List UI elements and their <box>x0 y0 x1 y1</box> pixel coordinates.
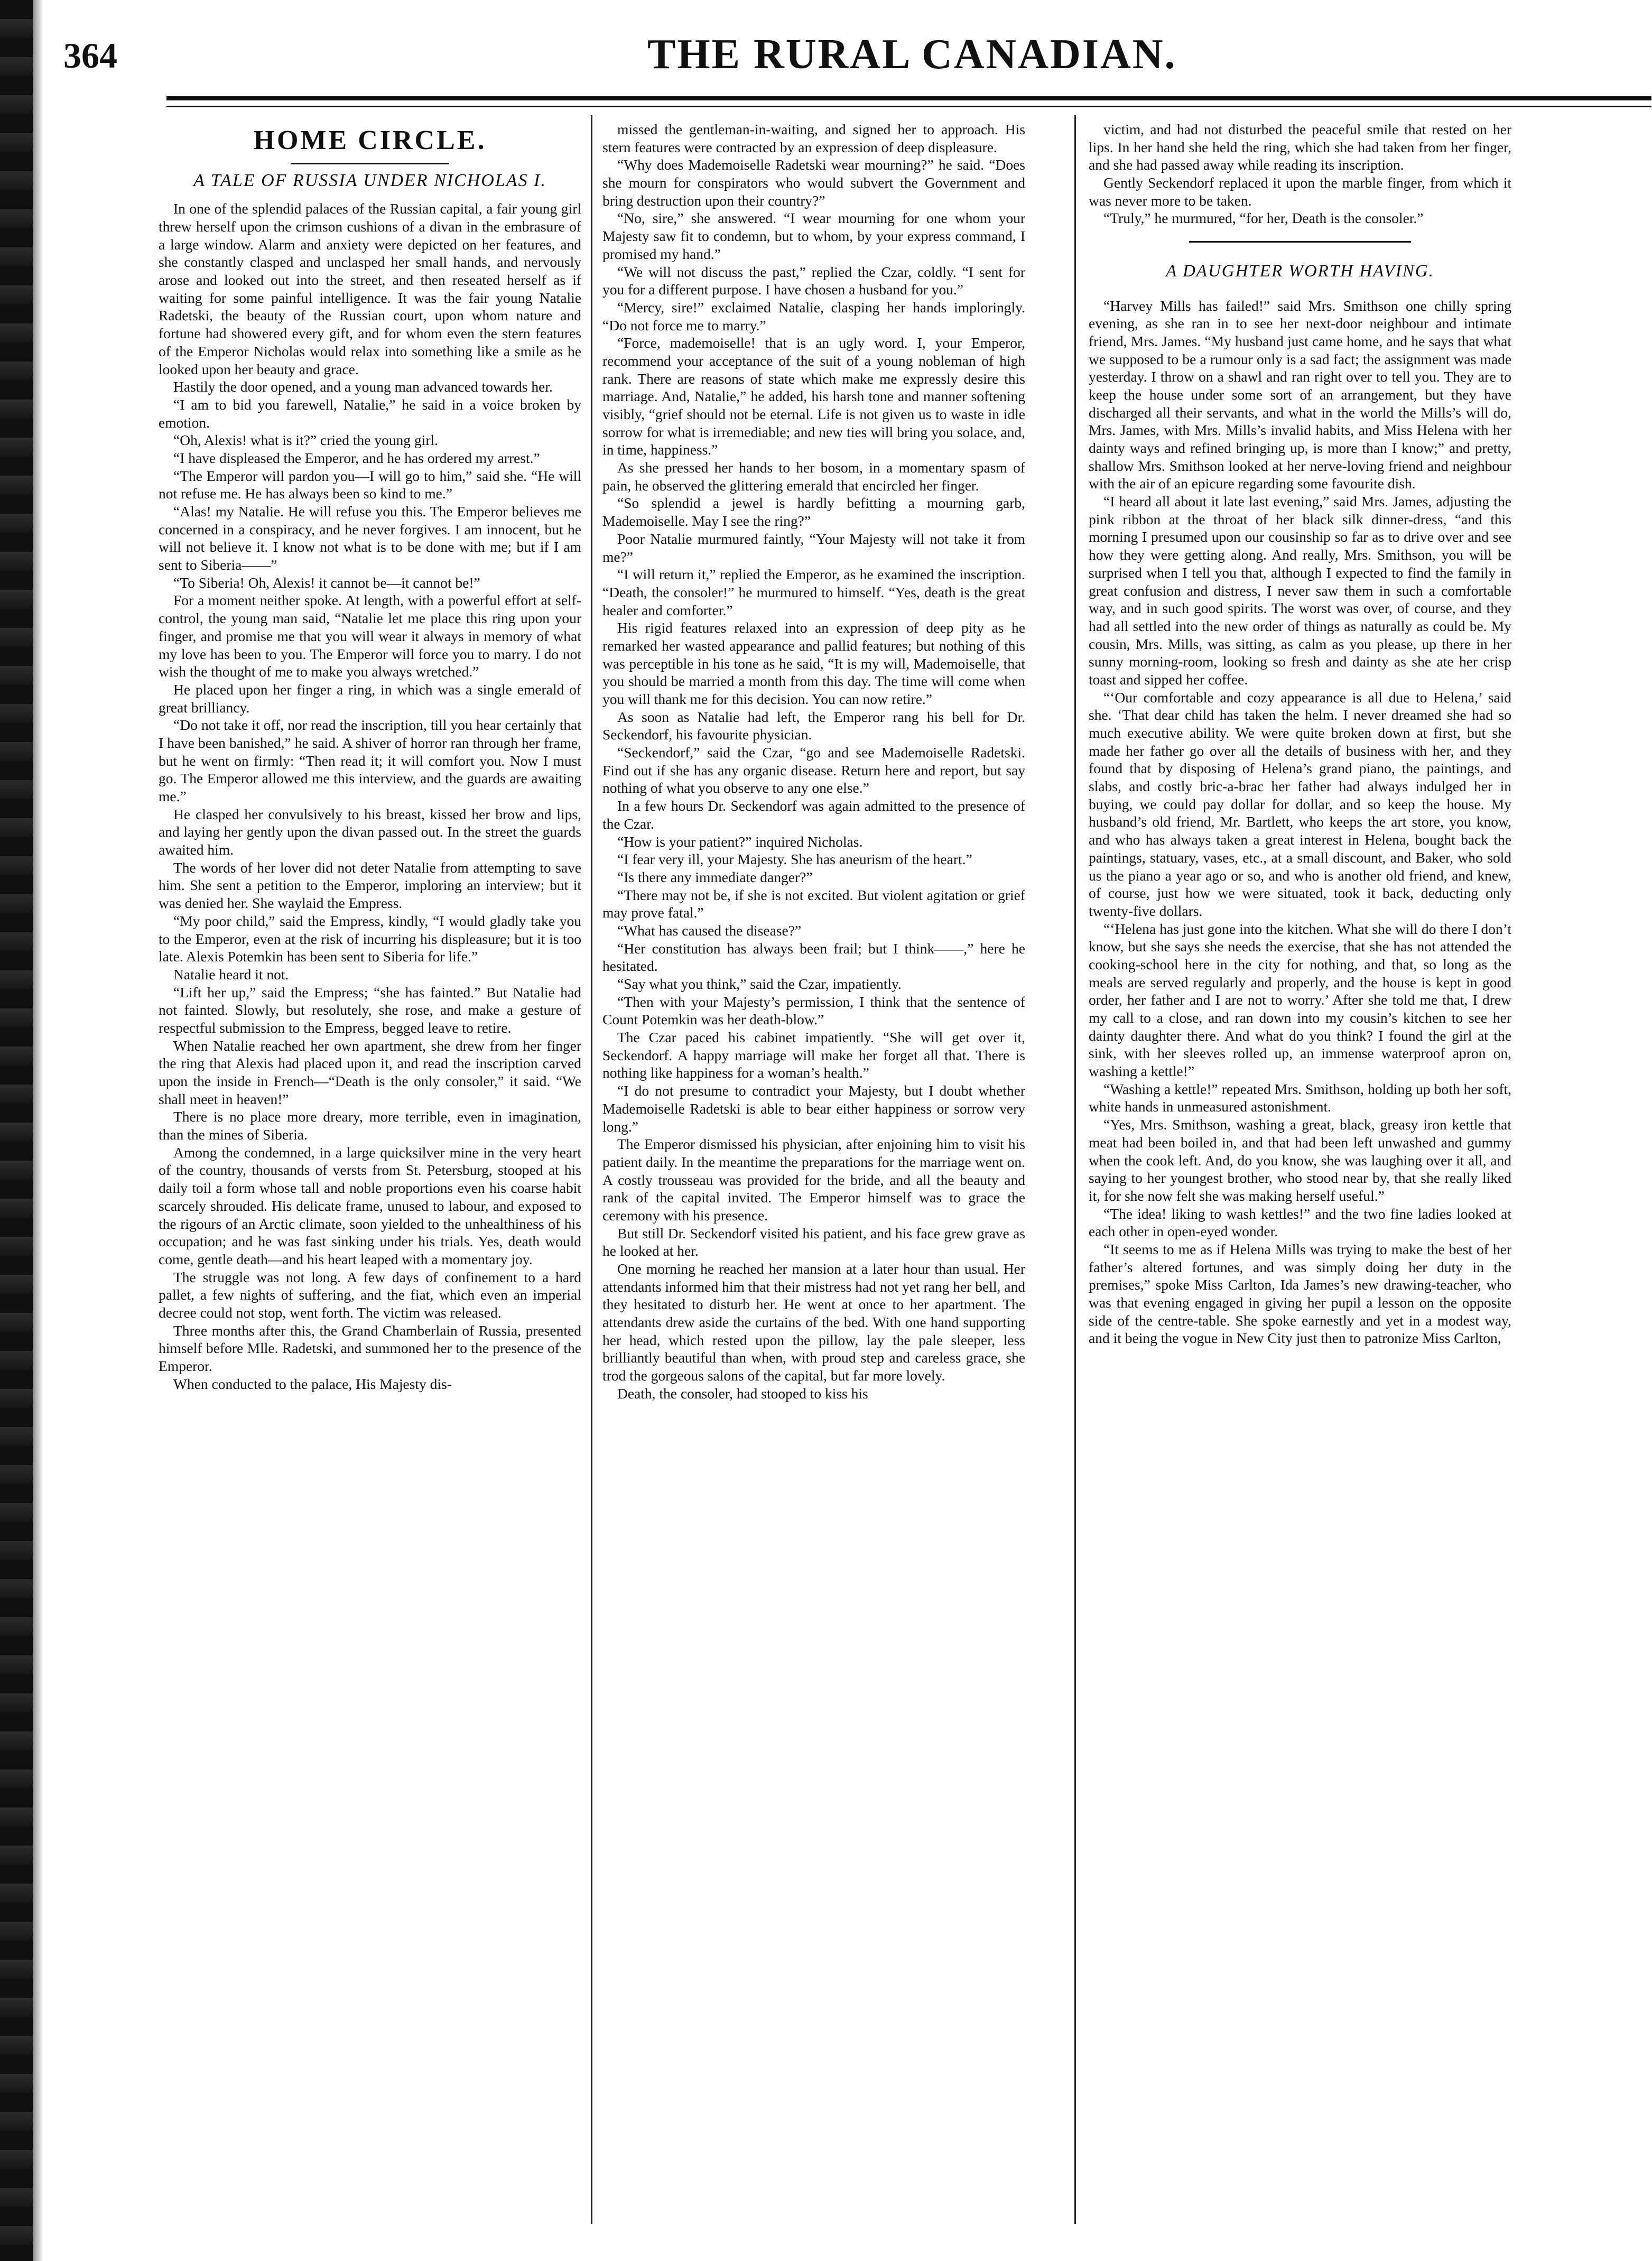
paragraph: His rigid features relaxed into an expression of deep pity as he remarked her wasted appearance and pallid features; but nothing of this was perceptible in his tone as he said, “It is my will, Mademoiselle, that you should be married a month from this day. The time will come when you will thank me for this decision. You can now retire.” <box>602 619 1025 707</box>
story-body <box>602 121 1025 1403</box>
paragraph: victim, and had not disturbed the peaceful smile that rested on her lips. In her hand she held the ring, which she had taken from her finger, and she had passed away while reading its inscription. <box>1089 121 1511 173</box>
paragraph: “We will not discuss the past,” replied the Czar, coldly. “I sent for you for a different purpose. I have chosen a husband for you.” <box>602 263 1025 298</box>
paragraph: Death, the consoler, had stooped to kiss his <box>617 1385 868 1402</box>
paragraph: “Washing a kettle!” repeated Mrs. Smithson, holding up both her soft, white hands in unmeasured astonishment. <box>1089 1080 1511 1115</box>
paragraph: “The idea! liking to wash kettles!” and the two fine ladies looked at each other in open-eyed wonder. <box>1089 1205 1511 1240</box>
column-3 <box>1089 121 1511 2227</box>
heading-rule <box>291 163 449 164</box>
paragraph: Poor Natalie murmured faintly, “Your Majesty will not take it from me?” <box>602 530 1025 565</box>
page-number: 364 <box>63 35 117 76</box>
paragraph: For a moment neither spoke. At length, with a powerful effort at self-control, the young man said, “Natalie let me place this ring upon your finger, and promise me that you will wear it always in memory of what my love has been to you. The Emperor will force you to marry. I do not wish the thought of me to make you always wretched.” <box>159 592 581 680</box>
paragraph: Natalie heard it not. <box>173 966 289 983</box>
paragraph: “It seems to me as if Helena Mills was trying to make the best of her father’s altered fortunes, and was simply doing her duty in the premises,” spoke Miss Carlton, Ida James’s new drawing-teacher, who was that evening engaged in giving her pupil a lesson on the opposite side of the centre-table. She spoke earnestly and yet in a modest way, and it being the vogue in New City just then to patronize Miss Carlton, <box>1089 1240 1511 1347</box>
paragraph: “Mercy, sire!” exclaimed Natalie, clasping her hands imploringly. “Do not force me to marry.” <box>602 299 1025 333</box>
paragraph: “Alas! my Natalie. He will refuse you this. The Emperor believes me concerned in a conspiracy, and he never forgives. I am innocent, but he will not believe it. I know not what is to be done with me; but if I am sent to Siberia——” <box>159 503 581 573</box>
header-rule-thick <box>166 96 1651 100</box>
paragraph: When conducted to the palace, His Majesty dis- <box>173 1375 452 1392</box>
paragraph: “Say what you think,” said the Czar, impatiently. <box>617 976 902 992</box>
paragraph: “Truly,” he murmured, “for her, Death is the consoler.” <box>1103 210 1424 227</box>
column-1 <box>159 121 581 2227</box>
paragraph: There is no place more dreary, more terrible, even in imagination, than the mines of Siberia. <box>159 1108 581 1143</box>
paragraph: But still Dr. Seckendorf visited his patient, and his face grew grave as he looked at her. <box>602 1225 1025 1259</box>
paragraph: “There may not be, if she is not excited. But violent agitation or grief may prove fatal.” <box>602 886 1025 921</box>
paragraph: The words of her lover did not deter Natalie from attempting to save him. She sent a petition to the Emperor, imploring an interview; but it was denied her. She waylaid the Empress. <box>159 859 581 912</box>
paragraph: One morning he reached her mansion at a later hour than usual. Her attendants informed him that their mistress had not yet rang her bell, and they hesitated to disturb her. He went at once to her apartment. The attendants drew aside the curtains of the bed. With one hand supporting her head, which rested upon the pillow, lay the pale sleeper, less brilliantly beautiful than when, with proud step and careless grace, she trod the gorgeous salons of the capital, but far more lovely. <box>602 1261 1025 1384</box>
story-separator-rule <box>1189 241 1411 243</box>
paragraph: “Why does Mademoiselle Radetski wear mourning?” he said. “Does she mourn for conspirators who would subvert the Government and bring destruction upon their country?” <box>602 156 1025 209</box>
paragraph: Hastily the door opened, and a young man advanced towards her. <box>173 378 553 395</box>
paragraph: “How is your patient?” inquired Nicholas. <box>617 833 863 850</box>
paragraph: missed the gentleman-in-waiting, and signed her to approach. His stern features were contracted by an expression of deep displeasure. <box>602 121 1025 155</box>
paragraph: When Natalie reached her own apartment, she drew from her finger the ring that Alexis had placed upon it, and read the inscription carved upon the inside in French—“Death is the only consoler,” it said. “We shall meet in heaven!” <box>159 1037 581 1107</box>
paragraph: He clasped her convulsively to his breast, kissed her brow and lips, and laying her gently upon the divan passed out. In the street the guards awaited him. <box>159 805 581 858</box>
paragraph: “What has caused the disease?” <box>617 922 802 939</box>
paragraph: “I fear very ill, your Majesty. She has aneurism of the heart.” <box>617 851 972 868</box>
paragraph: “I do not presume to contradict your Majesty, but I doubt whether Mademoiselle Radetski is able to bear either happiness or sorrow very long.” <box>602 1082 1025 1135</box>
paragraph: “Harvey Mills has failed!” said Mrs. Smithson one chilly spring evening, as she ran in to see her next-door neighbour and intimate friend, Mrs. James. “My husband just came home, and he says that what we supposed to be a rumour only is a sad fact; the assignment was made yesterday. I throw on a shawl and ran right over to tell you. They are to keep the house under some sort of an arrangement, but they have discharged all their servants, and what in the world the Mills’s will do, Mrs. James, with Mrs. Mills’s invalid habits, and Miss Helena with her dainty ways and refined bringing up, is more than I know;” and pretty, shallow Mrs. Smithson looked at her nerve-loving friend and neighbour with the air of an epicure regarding some favourite dish. <box>1089 297 1511 492</box>
column-2 <box>602 121 1025 2227</box>
paragraph: “The Emperor will pardon you—I will go to him,” said she. “He will not refuse me. He has always been so kind to me.” <box>159 467 581 502</box>
column-divider <box>1074 115 1076 2224</box>
paragraph: He placed upon her finger a ring, in which was a single emerald of great brilliancy. <box>159 681 581 716</box>
paragraph: “My poor child,” said the Empress, kindly, “I would gladly take you to the Emperor, even at the risk of incurring his displeasure; but it is too late. Alexis Potemkin has been sent to Siberia for life.” <box>159 912 581 965</box>
paragraph: “Is there any immediate danger?” <box>617 868 813 885</box>
paragraph: In a few hours Dr. Seckendorf was again admitted to the presence of the Czar. <box>602 798 1025 832</box>
paragraph: “Oh, Alexis! what is it?” cried the young girl. <box>173 432 438 449</box>
paragraph: “Her constitution has always been frail; but I think——,” here he hesitated. <box>602 940 1025 975</box>
paragraph: “So splendid a jewel is hardly befitting a mourning garb, Mademoiselle. May I see the ring?” <box>602 495 1025 530</box>
paragraph: “Then with your Majesty’s permission, I think that the sentence of Count Potemkin was her death-blow.” <box>602 993 1025 1028</box>
paragraph: As soon as Natalie had left, the Emperor rang his bell for Dr. Seckendorf, his favourite physician. <box>602 708 1025 743</box>
story-body <box>1089 121 1511 227</box>
paragraph: “Yes, Mrs. Smithson, washing a great, black, greasy iron kettle that meat had been boiled in, and that had been left unwashed and gummy when the cook left. And, do you know, she was laughing over it all, and saying to her youngest brother, who stood near by, that she really liked it, for she now felt she was making herself useful.” <box>1089 1116 1511 1204</box>
paragraph: “I am to bid you farewell, Natalie,” he said in a voice broken by emotion. <box>159 396 581 431</box>
header-rule-thin <box>166 106 1651 107</box>
paragraph: “I will return it,” replied the Emperor, as he examined the inscription. “Death, the consoler!” he murmured to himself. “Yes, death is the great healer and comforter.” <box>602 566 1025 618</box>
paragraph: Gently Seckendorf replaced it upon the marble finger, from which it was never more to be taken. <box>1089 174 1511 209</box>
paragraph: “I heard all about it late last evening,” said Mrs. James, adjusting the pink ribbon at the throat of her black silk dinner-dress, “and this morning I presumed upon our cousinship so far as to drive over and see how they were getting along. And really, Mrs. Smithson, you will be surprised when I tell you that, although I expected to find the family in great confusion and distress, I never saw them in such a comfortable way, and in such good spirits. The worst was over, of course, and they had all settled into the new order of things as naturally as could be. My cousin, Mrs. Mills, was sitting, as calm as you please, up there in her sunny morning-room, looking so fresh and dainty as she ate her crisp toast and sipped her coffee. <box>1089 493 1511 688</box>
paragraph: The Czar paced his cabinet impatiently. “She will get over it, Seckendorf. A happy marriage will make her forget all that. There is nothing like happiness for a woman’s health.” <box>602 1029 1025 1081</box>
paragraph: The struggle was not long. A few days of confinement to a hard pallet, a few nights of suffering, and the fiat, which even an imperial decree could not stop, went forth. The victim was released. <box>159 1268 581 1321</box>
paragraph: The Emperor dismissed his physician, after enjoining him to visit his patient daily. In the meantime the preparations for the marriage went on. A costly trousseau was provided for the bride, and all the beauty and rank of the capital invited. The Emperor himself was to grace the ceremony with his presence. <box>602 1136 1025 1224</box>
paragraph: “‘Helena has just gone into the kitchen. What she will do there I don’t know, but she says she needs the exercise, that she has not attended the cooking-school here in the city for nothing, and that, so long as the meals are served regularly and properly, and the house is kept in good order, her father and I are not to worry.’ After she told me that, I drew my call to a close, and ran down into my cousin’s kitchen to see her dainty daughter there. And what do you think? I found the girl at the sink, with her sleeves rolled up, an immense waterproof apron on, washing a kettle!” <box>1089 920 1511 1080</box>
story-title: A TALE OF RUSSIA UNDER NICHOLAS I. <box>193 170 546 190</box>
paragraph: “Force, mademoiselle! that is an ugly word. I, your Emperor, recommend your acceptance of the suit of a young nobleman of high rank. There are reasons of state which make me expressly desire this marriage. And, Natalie,” he added, his harsh tone and manner softening visibly, “grief should not be eternal. Life is not given us to waste in idle sorrow for what is irremediable; and new ties will bring you solace, and, in time, happiness.” <box>602 335 1025 458</box>
paragraph: “‘Our comfortable and cozy appearance is all due to Helena,’ said she. ‘That dear child has taken the helm. I never dreamed she had so much executive ability. We were quite broken down at first, but she made her father go over all the details of business with her, and they found that by disposing of Helena’s grand piano, the paintings, and slabs, and costly bric-a-brac her father had always indulged her in buying, we could pay dollar for dollar, and so keep the house. My husband’s old friend, Mr. Bartlett, who keeps the art store, you know, and who has always taken a great interest in Helena, bought back the paintings, statuary, vases, etc., at a small discount, and Baker, who sold us the piano a year ago or so, and who is another old friend, and knew, of course, just how we were situated, took it back, deducting only twenty-five dollars. <box>1089 689 1511 919</box>
story-body <box>1089 297 1511 1348</box>
story-title: A DAUGHTER WORTH HAVING. <box>1166 262 1434 281</box>
paragraph: “No, sire,” she answered. “I wear mourning for one whom your Majesty saw fit to condemn, but to whom, by your express command, I promised my hand.” <box>602 210 1025 262</box>
paragraph: “I have displeased the Emperor, and he has ordered my arrest.” <box>173 449 540 466</box>
binding-edge <box>0 0 33 2261</box>
paragraph: Among the condemned, in a large quicksilver mine in the very heart of the country, thousands of versts from St. Petersburg, stooped at his daily toil a form whose tall and noble proportions even his coarse habit scarcely shrouded. His delicate frame, unused to labour, and exposed to the rigours of an Arctic climate, soon yielded to the unhealthiness of his occupation; and he was fast sinking under his trials. Yes, death would come, gentle death—and his heart leaped with a momentary joy. <box>159 1144 581 1267</box>
column-divider <box>591 115 592 2224</box>
section-heading: HOME CIRCLE. <box>253 125 487 155</box>
paragraph: As she pressed her hands to her bosom, in a momentary spasm of pain, he observed the glittering emerald that encircled her finger. <box>602 459 1025 494</box>
paragraph: “Lift her up,” said the Empress; “she has fainted.” But Natalie had not fainted. Slowly, but resolutely, she rose, and make a gesture of respectful submission to the Empress, begged leave to retire. <box>159 984 581 1036</box>
newspaper-title: THE RURAL CANADIAN. <box>647 31 1177 78</box>
paragraph: “To Siberia! Oh, Alexis! it cannot be—it cannot be!” <box>173 574 480 591</box>
paragraph: “Seckendorf,” said the Czar, “go and see Mademoiselle Radetski. Find out if she has any organic disease. Return here and report, but say nothing of what you observe to any one else.” <box>602 744 1025 796</box>
paragraph: “Do not take it off, nor read the inscription, till you hear certainly that I have been banished,” he said. A shiver of horror ran through her frame, but he went on firmly: “Then read it; it will comfort you. Now I must go. The Emperor allowed me this interview, and the guards are awaiting me.” <box>159 717 581 805</box>
paragraph: Three months after this, the Grand Chamberlain of Russia, presented himself before Mlle. Radetski, and summoned her to the presence of the Emperor. <box>159 1322 581 1375</box>
paragraph: In one of the splendid palaces of the Russian capital, a fair young girl threw herself upon the crimson cushions of a divan in the embrasure of a large window. Alarm and anxiety were depicted on her features, and she constantly clasped and unclasped her small hands, and nervously arose and looked out into the street, and then reseated herself as if waiting for some painful intelligence. It was the fair young Natalie Radetski, the beauty of the Russian court, upon whom nature and fortune had showered every gift, and for whom even the stern features of the Emperor Nicholas would relax into something like a smile as he looked upon her beauty and grace. <box>159 200 581 377</box>
story-body <box>159 200 581 1393</box>
